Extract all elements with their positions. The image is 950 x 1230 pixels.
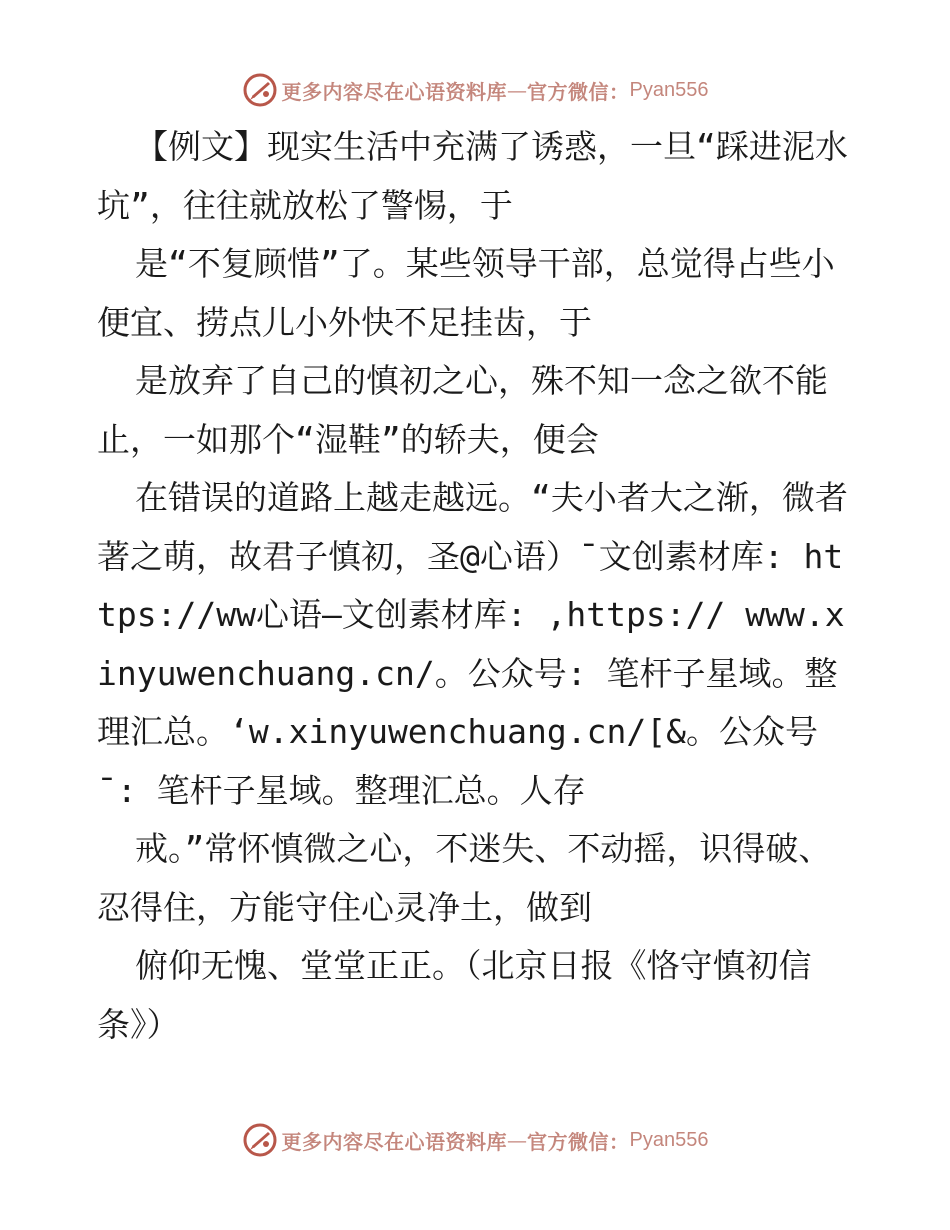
paragraph: 俯仰无愧、堂堂正正。（北京日报《恪守慎初信条》） <box>97 946 812 1044</box>
header-wechat-id: Pyan556 <box>629 78 709 101</box>
footer-wechat-label: 官方微信： <box>527 1129 630 1154</box>
header-dash: — <box>507 78 528 102</box>
header-wechat-label: 官方微信： <box>527 79 630 104</box>
paragraph: 戒。”常怀慎微之心，不迷失、不动摇，识得破、忍得住，方能守住心灵净土，做到 <box>97 829 832 927</box>
footer-slogan: 更多内容尽在心语资料库 <box>281 1129 508 1154</box>
footer-wechat-id: Pyan556 <box>629 1128 709 1151</box>
brand-logo-icon <box>242 72 278 108</box>
paragraph: 在错误的道路上越走越远。“夫小者大之渐，微者著之萌，故君子慎初，圣@心语）¯文创素材库: https://ww心语—文创素材库: ,https:// www.xinyuwenchuang.cn/。公众号: 笔杆子星域。整理汇总。‘w.xinyuwenchuang.cn/[&。公众号¯: 笔杆子星域。整理汇总。人存 <box>97 478 848 810</box>
footer-dash: — <box>507 1128 528 1152</box>
header-banner <box>0 70 950 110</box>
header-slogan: 更多内容尽在心语资料库 <box>281 79 508 104</box>
paragraph: 【例文】现实生活中充满了诱惑，一旦“踩进泥水坑”，往往就放松了警惕，于 <box>97 127 848 225</box>
paragraph: 是放弃了自己的慎初之心，殊不知一念之欲不能止，一如那个“湿鞋”的轿夫，便会 <box>97 361 828 459</box>
paragraph: 是“不复顾惜”了。某些领导干部，总觉得占些小便宜、捞点儿小外快不足挂齿，于 <box>97 244 835 342</box>
footer-banner-inner <box>242 1120 709 1160</box>
brand-logo-icon <box>242 1122 278 1158</box>
body-text <box>97 118 857 1054</box>
header-banner-inner <box>242 70 709 110</box>
footer-banner <box>0 1120 950 1160</box>
